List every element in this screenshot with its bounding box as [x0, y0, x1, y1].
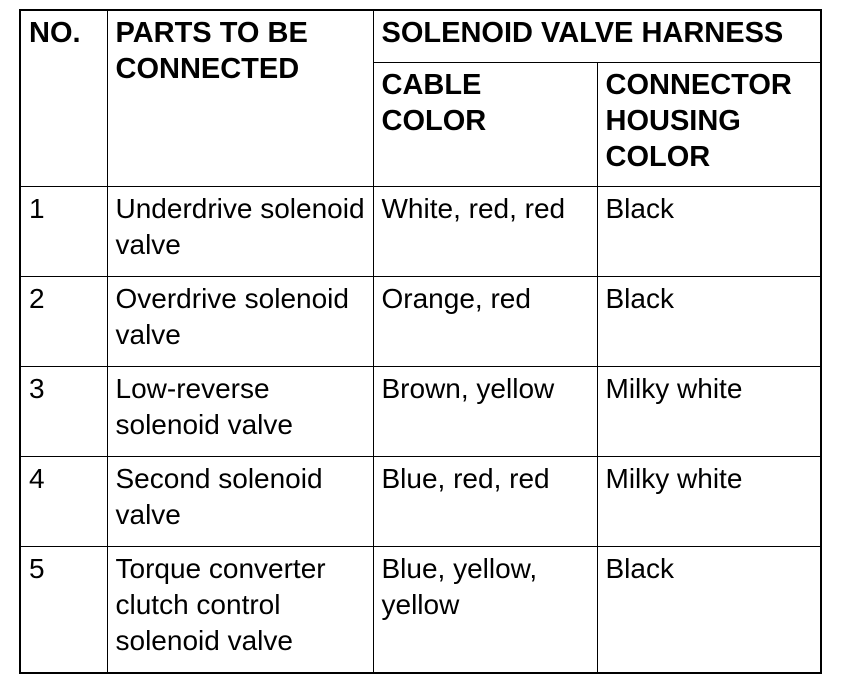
- table-row: [20, 187, 821, 277]
- row-number: 5: [20, 547, 107, 674]
- row-number: 3: [20, 367, 107, 457]
- row-part: Second solenoid valve: [107, 457, 373, 547]
- row-part: Underdrive solenoid valve: [107, 187, 373, 277]
- table-row: [20, 367, 821, 457]
- row-cable-color: Brown, yellow: [373, 367, 597, 457]
- row-cable-color: Blue, red, red: [373, 457, 597, 547]
- row-number: 4: [20, 457, 107, 547]
- row-part: Low-reverse solenoid valve: [107, 367, 373, 457]
- row-connector-color: Milky white: [597, 367, 821, 457]
- row-connector-color: Milky white: [597, 457, 821, 547]
- solenoid-harness-table: [19, 9, 822, 674]
- row-cable-color: Orange, red: [373, 277, 597, 367]
- header-row: [20, 10, 821, 63]
- row-part: Overdrive solenoid valve: [107, 277, 373, 367]
- table-row: [20, 277, 821, 367]
- header-connector-color: CONNECTOR HOUSING COLOR: [597, 63, 821, 187]
- header-no: NO.: [20, 10, 107, 187]
- header-parts: PARTS TO BE CONNECTED: [107, 10, 373, 187]
- row-cable-color: White, red, red: [373, 187, 597, 277]
- header-harness: SOLENOID VALVE HARNESS: [373, 10, 821, 63]
- table-row: [20, 547, 821, 674]
- row-number: 2: [20, 277, 107, 367]
- row-cable-color: Blue, yellow, yellow: [373, 547, 597, 674]
- row-connector-color: Black: [597, 277, 821, 367]
- row-connector-color: Black: [597, 187, 821, 277]
- table-row: [20, 457, 821, 547]
- row-part: Torque converter clutch control solenoid valve: [107, 547, 373, 674]
- row-number: 1: [20, 187, 107, 277]
- row-connector-color: Black: [597, 547, 821, 674]
- header-cable-color: CABLE COLOR: [373, 63, 597, 187]
